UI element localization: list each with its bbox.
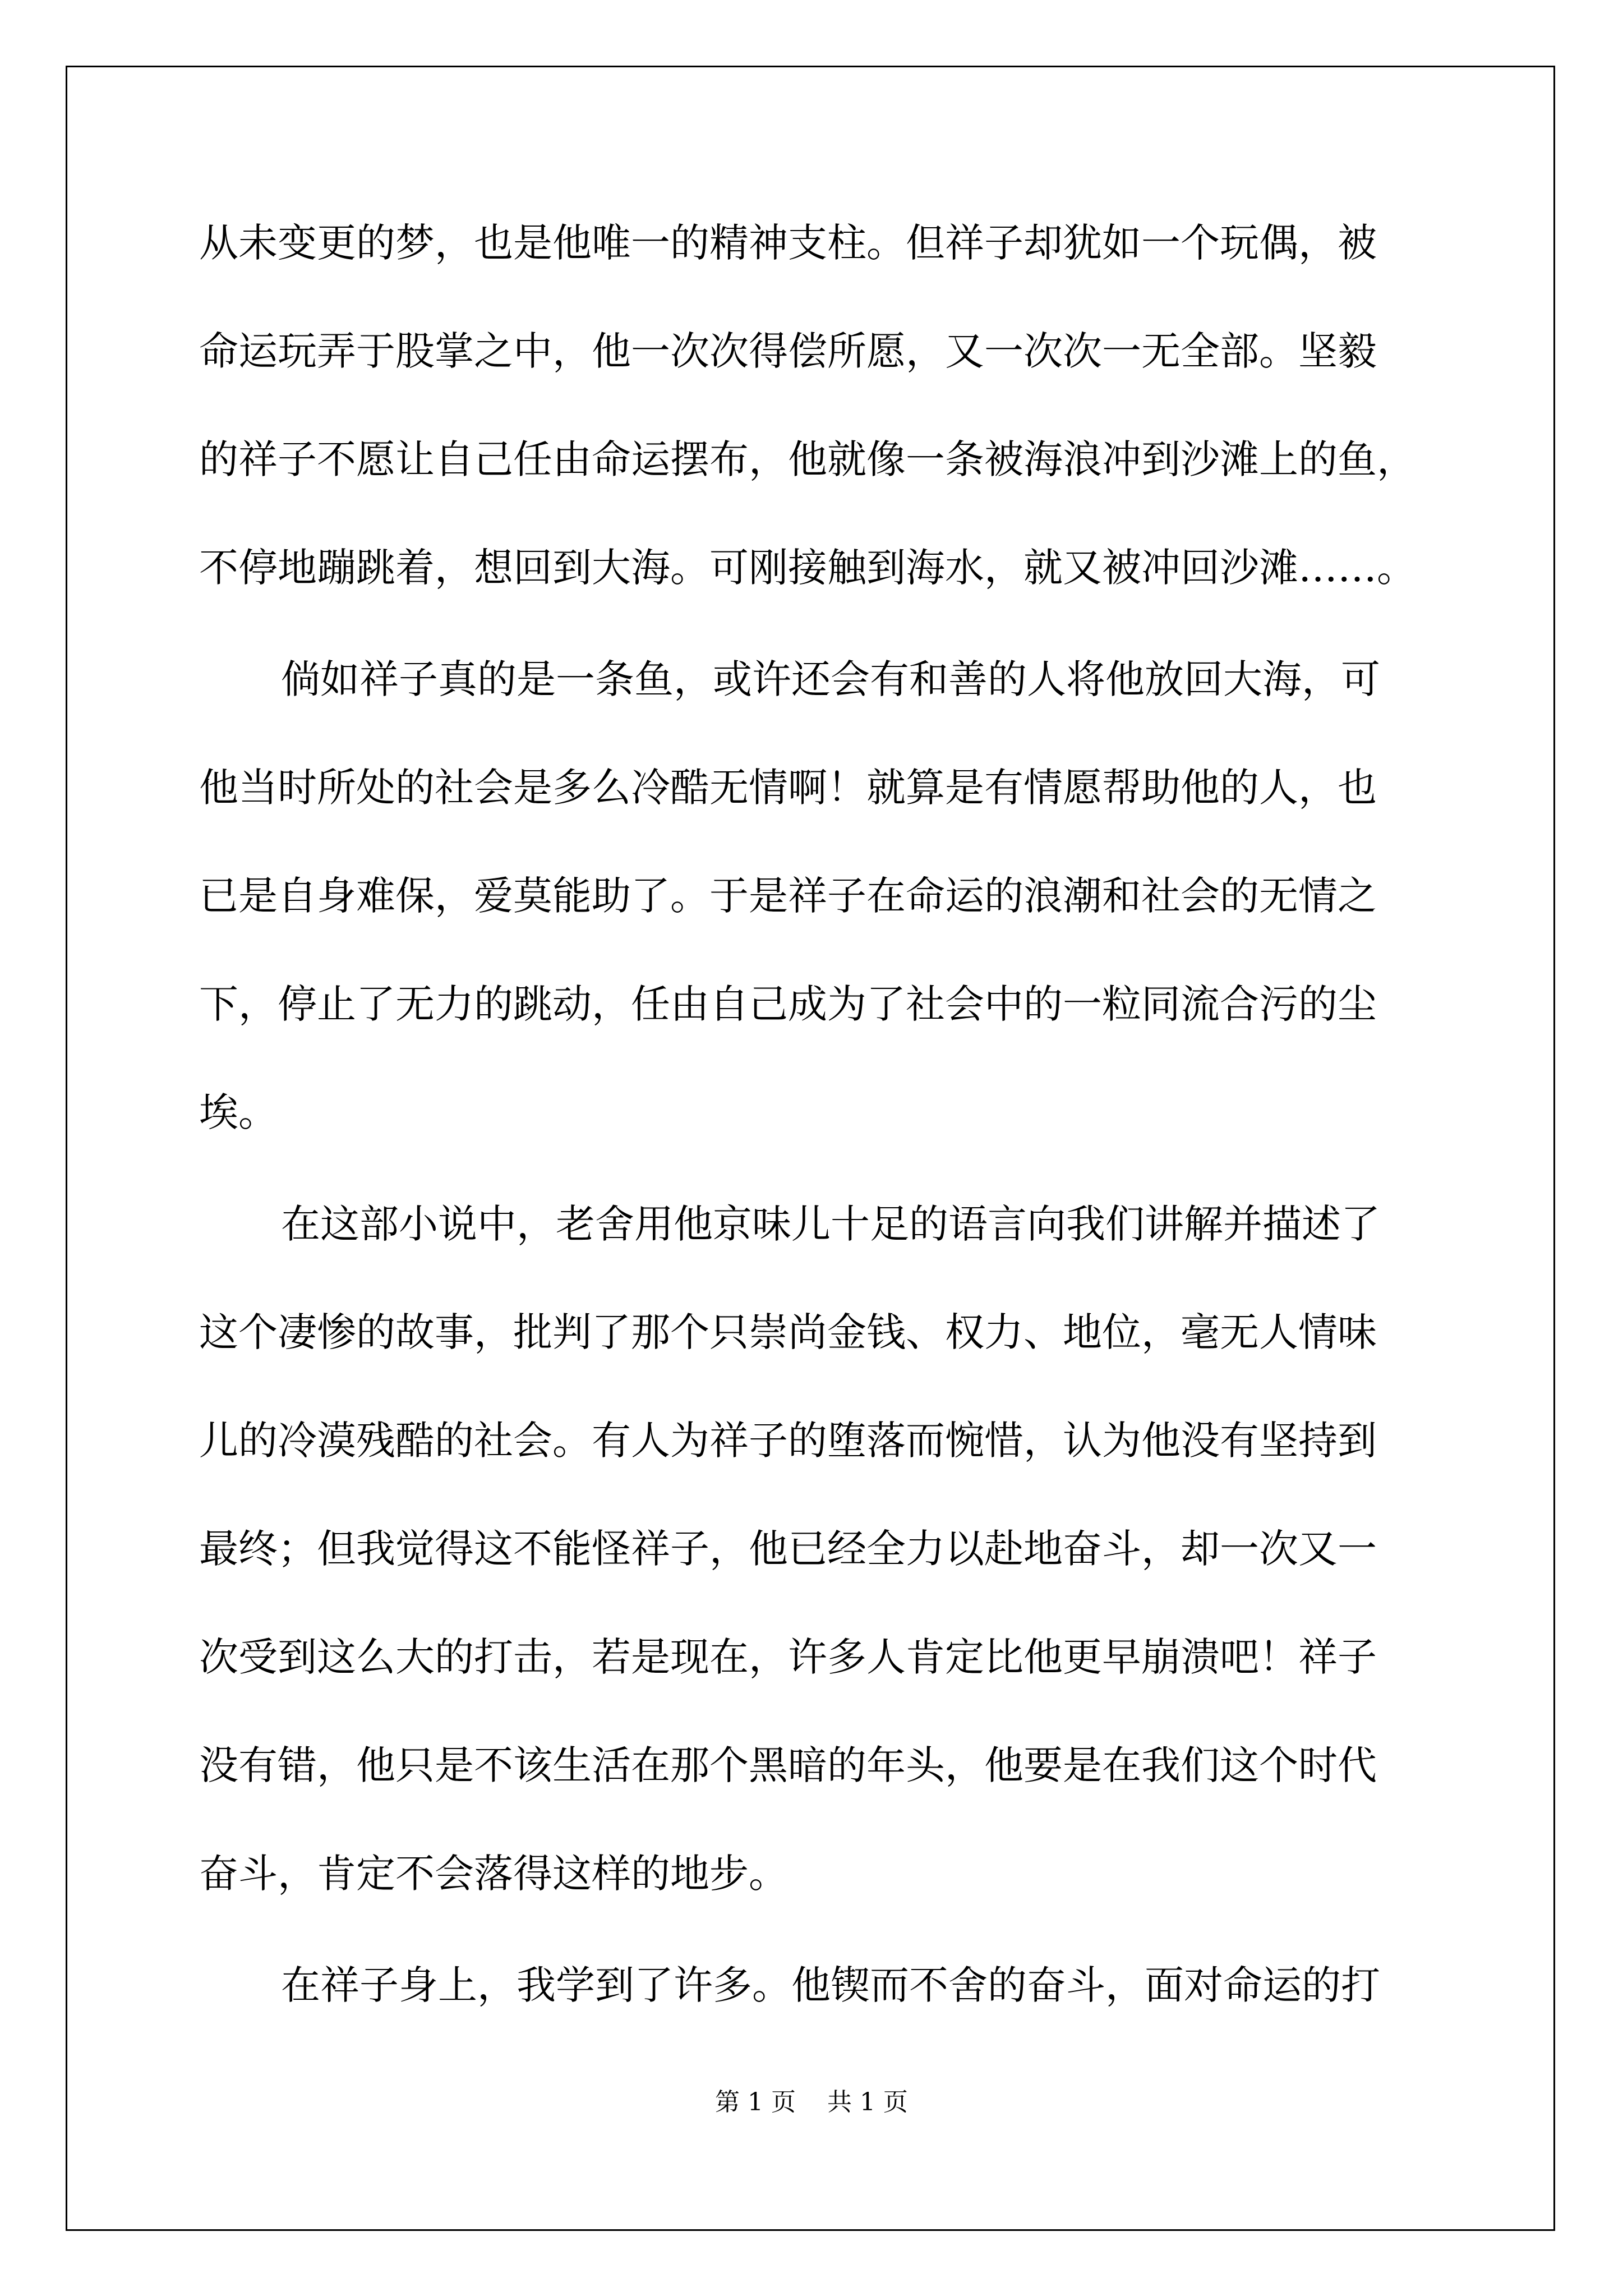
text-line: 从未变更的梦，也是他唯一的精神支柱。但祥子却犹如一个玩偶，被 (199, 220, 1377, 266)
text-line: 这个凄惨的故事，批判了那个只崇尚金钱、权力、地位，毫无人情味 (199, 1309, 1377, 1355)
paragraph-first-line: 在祥子身上，我学到了许多。他锲而不舍的奋斗，面对命运的打 (281, 1962, 1380, 2008)
text-line: 下，停止了无力的跳动，任由自己成为了社会中的一粒同流合污的尘 (199, 981, 1377, 1027)
text-line: 最终；但我觉得这不能怪祥子，他已经全力以赴地奋斗，却一次又一 (199, 1526, 1377, 1572)
text-line: 的祥子不愿让自己任由命运摆布，他就像一条被海浪冲到沙滩上的鱼， (199, 436, 1416, 482)
text-line: 没有错，他只是不该生活在那个黑暗的年头，他要是在我们这个时代 (199, 1742, 1377, 1788)
paragraph-first-line: 在这部小说中，老舍用他京味儿十足的语言向我们讲解并描述了 (281, 1201, 1380, 1247)
text-line: 已是自身难保，爱莫能助了。于是祥子在命运的浪潮和社会的无情之 (199, 873, 1377, 919)
page-border (66, 66, 1555, 2231)
text-line: 命运玩弄于股掌之中，他一次次得偿所愿，又一次次一无全部。坚毅 (199, 328, 1377, 374)
text-line: 埃。 (199, 1089, 278, 1135)
text-line: 奋斗，肯定不会落得这样的地步。 (199, 1851, 788, 1897)
text-line: 儿的冷漠残酷的社会。有人为祥子的堕落而惋惜，认为他没有坚持到 (199, 1418, 1377, 1464)
page-number-footer: 第 1 页 共 1 页 (715, 2088, 908, 2116)
text-line: 次受到这么大的打击，若是现在，许多人肯定比他更早崩溃吧！祥子 (199, 1634, 1377, 1680)
text-line: 他当时所处的社会是多么冷酷无情啊！就算是有情愿帮助他的人，也 (199, 765, 1377, 811)
text-line: 不停地蹦跳着，想回到大海。可刚接触到海水，就又被冲回沙滩……。 (199, 545, 1416, 591)
paragraph-first-line: 倘如祥子真的是一条鱼，或许还会有和善的人将他放回大海，可 (281, 656, 1380, 702)
